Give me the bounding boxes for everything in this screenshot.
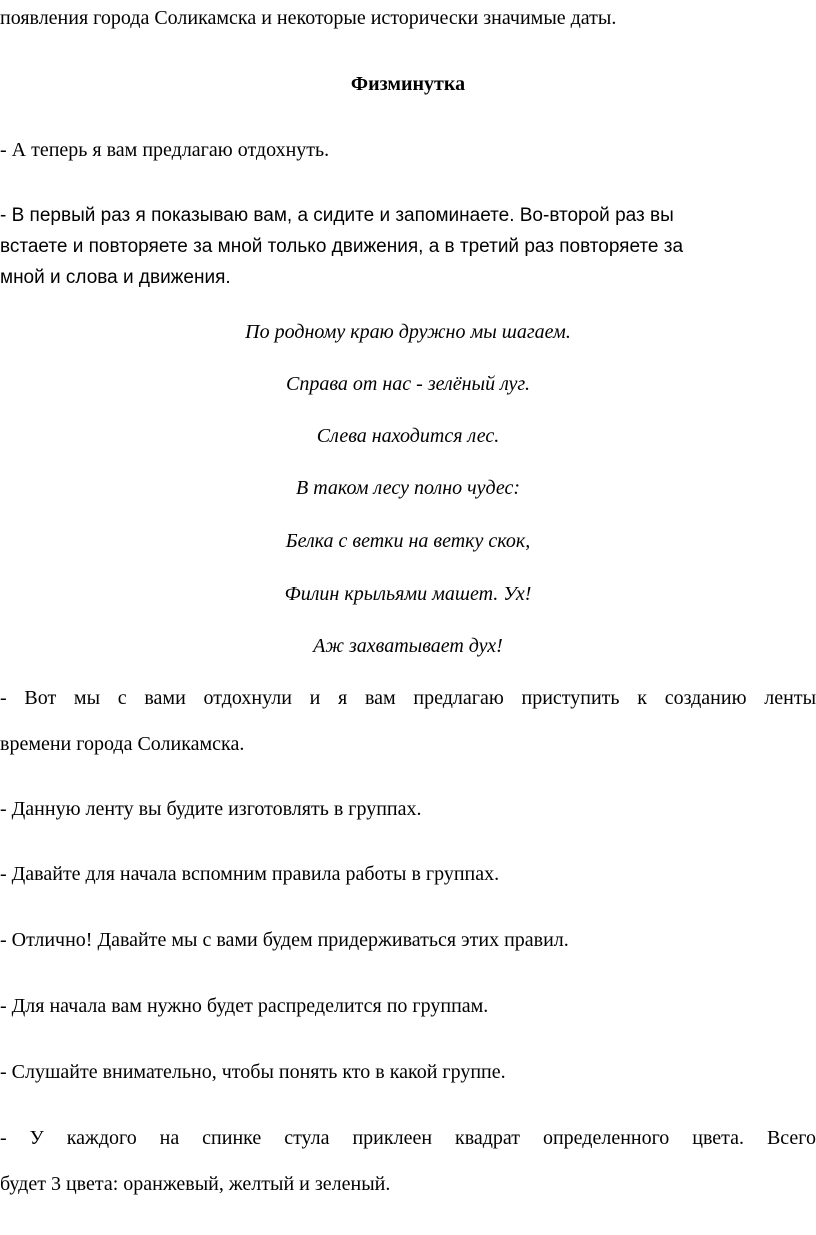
poem-line: Аж захватывает дух! — [313, 635, 503, 657]
rest-paragraph: - А теперь я вам предлагаю отдохнуть. — [0, 139, 330, 161]
colors-line: будет 3 цвета: оранжевый, желтый и зеленый. — [0, 1173, 391, 1195]
poem-line: Слева находится лес. — [316, 425, 500, 447]
poem-line: Филин крыльями машет. Ух! — [284, 583, 532, 605]
timeline-line: - Вот мы с вами отдохнули и я вам предлагаю приступить к созданию ленты — [0, 687, 816, 709]
poem-line: По родному краю дружно мы шагаем. — [245, 321, 571, 343]
section-title: Физминутка — [350, 73, 466, 95]
poem-line: Справа от нас - зелёный луг. — [286, 373, 530, 395]
intro-fragment: появления города Соликамска и некоторые исторически значимые даты. — [0, 7, 617, 29]
rules-paragraph: - Давайте для начала вспомним правила работы в группах. — [0, 863, 500, 885]
instruction-line: мной и слова и движения. — [0, 267, 231, 288]
distribute-paragraph: - Для начала вам нужно будет распределится по группам. — [0, 995, 489, 1017]
groups-paragraph: - Данную ленту вы будите изготовлять в группах. — [0, 798, 422, 820]
instruction-line: встаете и повторяете за мной только движения, а в третий раз повторяете за — [0, 236, 684, 257]
instruction-line: - В первый раз я показываю вам, а сидите и запоминаете. Во-второй раз вы — [0, 205, 674, 226]
listen-paragraph: - Слушайте внимательно, чтобы понять кто в какой группе. — [0, 1061, 506, 1083]
colors-line: - У каждого на спинке стула приклеен квадрат определенного цвета. Всего — [0, 1127, 816, 1149]
poem-line: В таком лесу полно чудес: — [296, 477, 520, 499]
timeline-line: времени города Соликамска. — [0, 733, 245, 755]
poem-line: Белка с ветки на ветку скок, — [285, 530, 531, 552]
follow-paragraph: - Отлично! Давайте мы с вами будем придерживаться этих правил. — [0, 929, 569, 951]
